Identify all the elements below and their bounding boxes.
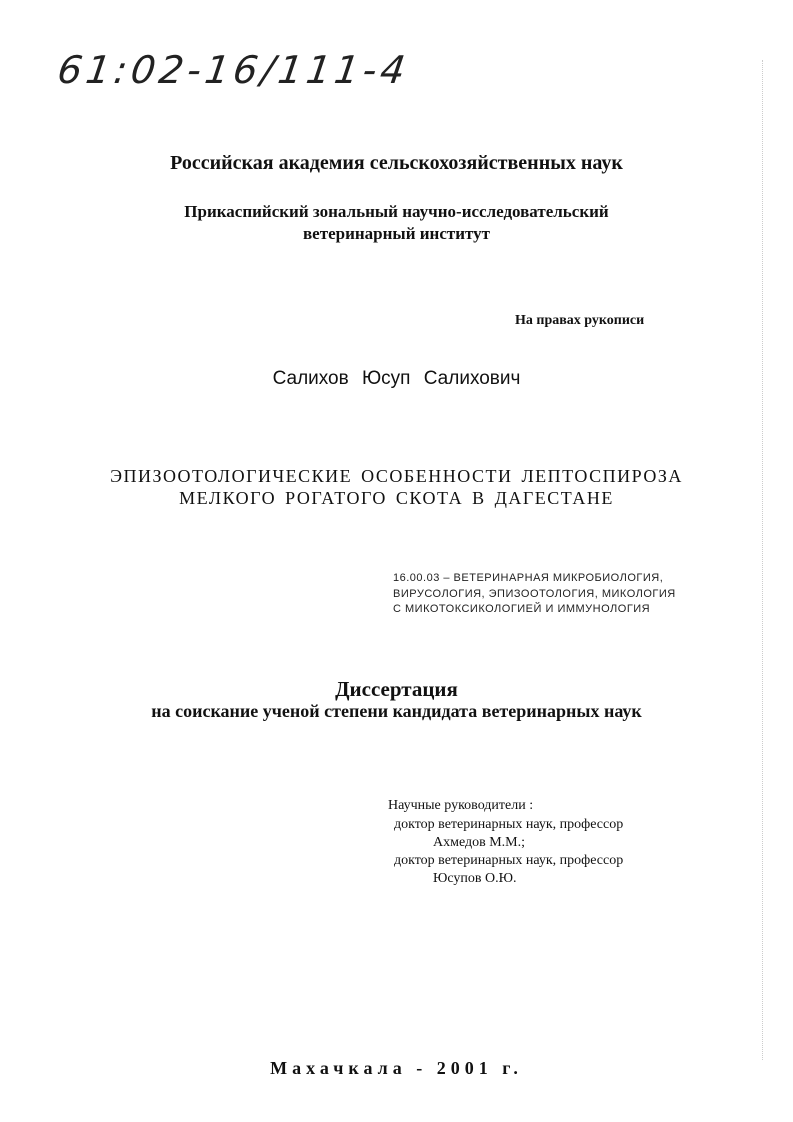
supervisor-2-name: Юсупов О.Ю. [433, 871, 517, 886]
thesis-title-line-1: ЭПИЗООТОЛОГИЧЕСКИЕ ОСОБЕННОСТИ ЛЕПТОСПИРОЗА [110, 466, 683, 486]
author-name: Салихов Юсуп Салихович [272, 368, 521, 389]
supervisor-1-name: Ахмедов М.М.; [433, 835, 526, 850]
supervisor-1-title: доктор ветеринарных наук, профессор [394, 817, 624, 832]
archive-code-handwritten: 61:02-16/111-4 [54, 48, 412, 92]
supervisors-heading: Научные руководители : [388, 798, 534, 813]
specialty-line-1: 16.00.03 – ВЕТЕРИНАРНАЯ МИКРОБИОЛОГИЯ, [393, 572, 664, 584]
specialty-line-3: С МИКОТОКСИКОЛОГИЕЙ И ИММУНОЛОГИЯ [393, 603, 651, 615]
thesis-title-line-2: МЕЛКОГО РОГАТОГО СКОТА В ДАГЕСТАНЕ [179, 488, 614, 508]
academy-heading: Российская академия сельскохозяйственных наук [170, 152, 623, 174]
rights-note: На правах рукописи [515, 313, 645, 328]
city-year: Махачкала - 2001 г. [270, 1058, 523, 1078]
specialty-line-2: ВИРУСОЛОГИЯ, ЭПИЗООТОЛОГИЯ, МИКОЛОГИЯ [393, 588, 676, 600]
dissertation-heading: Диссертация [335, 677, 458, 701]
supervisor-2-title: доктор ветеринарных наук, профессор [394, 853, 624, 868]
institute-line-1: Прикаспийский зональный научно-исследовательский [184, 202, 609, 221]
institute-line-2: ветеринарный институт [303, 224, 490, 243]
degree-line: на соискание ученой степени кандидата ветеринарных наук [151, 701, 642, 721]
